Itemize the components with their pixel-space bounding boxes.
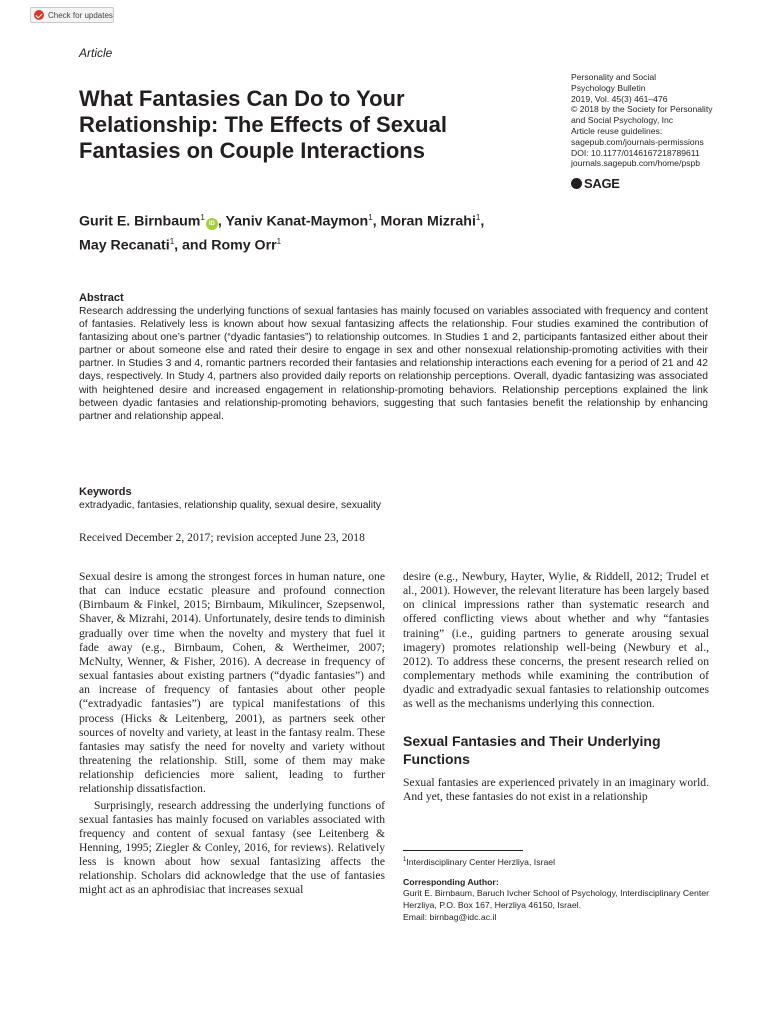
check-updates-icon [34, 10, 44, 20]
check-for-updates-button[interactable] [30, 7, 114, 23]
body-paragraph: Surprisingly, research addressing the underlying functions of sexual fantasies has mainly focused on variables associated with frequency and content of sexual fantasy (see Leitenberg & Henning, 1995; Ziegler & Conley, 2016, for reviews). Relatively less is known about how sexual fantasizing affects the relationship. Scholars did acknowledge that the use of fantasies might act as an aphrodisiac that increases sexual [79, 798, 385, 897]
journal-info-line: 2019, Vol. 45(3) 461–476 [571, 93, 668, 104]
author-separator: , [480, 213, 485, 230]
sage-logo [571, 176, 620, 191]
author-separator: , [372, 213, 381, 230]
keywords-text: extradyadic, fantasies, relationship quality, sexual desire, sexuality [79, 500, 382, 511]
abstract-heading: Abstract [79, 292, 124, 304]
author-name: Moran Mizrahi [380, 213, 476, 230]
affiliation-note [403, 855, 555, 868]
article-type-label: Article [79, 46, 113, 60]
abstract-text: Research addressing the underlying functions of sexual fantasies has mainly focused on variables associated with frequency and content of fantasies. Relatively less is known about how sexual fantasizing affects the relationship. Four studies examined the contribution of fantasizing about one’s partner (“dyadic fantasies”) to relationship outcomes. In Studies 1 and 2, participants fantasized either about their partner or about someone else and rated their desire to engage in sex and other nonsexual relationship-promoting activities with their partner. In Studies 3 and 4, romantic partners recorded their fantasies and relationship interactions each evening for a period of 21 and 42 days, respectively. In Study 4, partners also provided daily reports on relationship perceptions. Overall, dyadic fantasizing was associated with heightened desire and increased engagement in relationship-promoting behaviors. Relationship perceptions explained the link between dyadic fantasies and relationship-promoting behaviors, suggesting that such fantasies benefit the relationship by enhancing partner and relationship appeal. [79, 306, 708, 422]
journal-info [571, 72, 721, 169]
keywords-section [79, 485, 708, 513]
author-name: May Recanati [79, 237, 170, 254]
journal-info-line: Personality and Social [571, 72, 657, 82]
abstract-section [79, 291, 708, 423]
journal-info-line: Psychology Bulletin [571, 82, 646, 93]
author-affiliation-mark: 1 [169, 236, 175, 246]
journal-home-link[interactable]: journals.sagepub.com/home/pspb [571, 158, 700, 169]
author-affiliation-mark: 1 [276, 236, 282, 246]
affiliation-text: Interdisciplinary Center Herzliya, Israel [406, 856, 556, 867]
author-affiliation-mark: 1 [368, 213, 373, 222]
sage-logo-text: SAGE [584, 176, 620, 191]
affiliation-mark: 1 [403, 857, 407, 863]
doi-link[interactable]: DOI: 10.1177/0146167218789611 [571, 147, 700, 158]
journal-info-line: Article reuse guidelines: [571, 125, 663, 136]
footnote-rule [403, 850, 523, 851]
body-paragraph: Sexual desire is among the strongest forces in human nature, one that can induce ecstatic pleasure and profound connection (Birnbaum & Finkel, 2015; Birnbaum, Mikulincer, Szepsenwol, Shaver, & Mizrahi, 2014). Unfortunately, desire tends to diminish gradually over time when the novelty and mystery that fuel it fade away (e.g., Birnbaum, Cohen, & Wertheimer, 2007; McNulty, Wenner, & Fisher, 2016). A decrease in frequency of sexual fantasies about existing partners (“dyadic fantasies”) and an increase of frequency of fantasies about other people (“extradyadic fantasies”) are typical manifestations of this process (Hicks & Leitenberg, 2001), as partners seek other sources of novelty and variety, at least in the fantasy realm. These fantasies may satisfy the need for novelty and variety without threatening the relationship. Still, some of them may make relationship deficiencies more salient, leading to further relationship dissatisfaction. [79, 570, 385, 796]
section-heading: Sexual Fantasies and Their Underlying Functions [403, 732, 661, 767]
author-separator: , [217, 213, 226, 230]
corresponding-author-text: Gurit E. Birnbaum, Baruch Ivcher School of Psychology, Interdisciplinary Center Herzliya, P.O. Box 167, Herzliya 46150, Israel. [403, 888, 709, 910]
author-separator: , and [174, 237, 212, 254]
article-title: What Fantasies Can Do to Your Relationship: The Effects of Sexual Fantasies on Couple Interactions [79, 86, 447, 163]
journal-permissions-link[interactable]: sagepub.com/journals-permissions [571, 136, 704, 147]
author-list [79, 208, 549, 255]
author-affiliation-mark: 1 [200, 213, 205, 222]
author-name: Gurit E. Birnbaum [79, 213, 201, 230]
check-updates-label: Check for updates [48, 10, 113, 20]
orcid-icon[interactable]: iD [206, 218, 218, 230]
body-column-left [79, 570, 385, 898]
received-dates: Received December 2, 2017; revision accepted June 23, 2018 [79, 531, 365, 544]
body-paragraph: desire (e.g., Newbury, Hayter, Wylie, & Riddell, 2012; Trudel et al., 2001). However, the relevant literature has been largely based on clinical impressions rather than systematic research and offered conflicting views about whether and why “fantasies training” (i.e., guiding partners to generate arousing sexual imagery) promotes relationship well-being (Newbury et al., 2012). To address these concerns, the present research relied on complementary methods while examining the contribution of dyadic and extradyadic sexual fantasies to relationship outcomes as well as the mechanisms underlying this connection. [403, 570, 709, 711]
corresponding-author-heading: Corresponding Author: [403, 877, 499, 887]
body-column-right [403, 570, 709, 804]
journal-info-line: © 2018 by the Society for Personality [571, 104, 713, 115]
sage-logo-icon [571, 178, 582, 189]
corresponding-author-email[interactable]: Email: birnbag@idc.ac.il [403, 912, 497, 922]
journal-info-line: and Social Psychology, Inc [571, 115, 674, 126]
body-paragraph: Sexual fantasies are experienced privately in an imaginary world. And yet, these fantasies do not exist in a relationship [403, 775, 709, 803]
author-name: Romy Orr [211, 237, 277, 254]
keywords-heading: Keywords [79, 486, 132, 498]
author-name: Yaniv Kanat-Maymon [225, 213, 369, 230]
author-affiliation-mark: 1 [475, 213, 481, 222]
